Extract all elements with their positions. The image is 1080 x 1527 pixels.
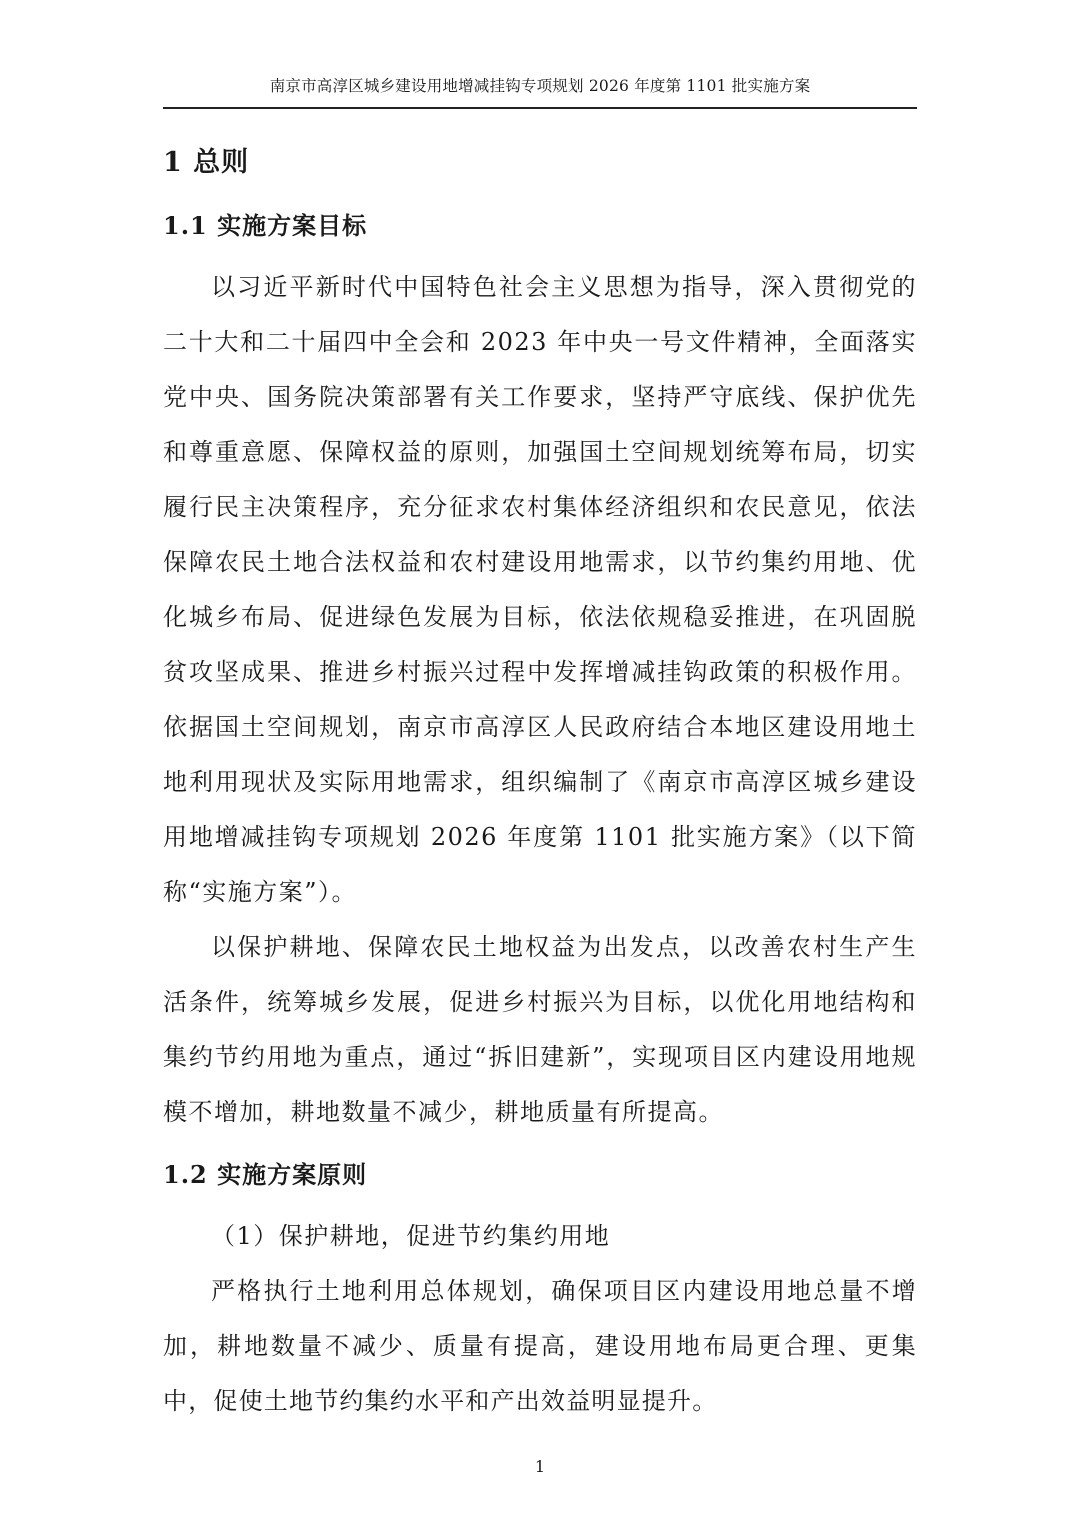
page-number: 1 — [534, 1457, 546, 1476]
paragraph-principle-1: 严格执行土地利用总体规划，确保项目区内建设用地总量不增加，耕地数量不减少、质量有提高，建设用地布局更合理、更集中，促使土地节约集约水平和产出效益明显提升。 — [163, 1277, 917, 1415]
document-body — [163, 135, 917, 1429]
section-heading-1-1: 1.1 实施方案目标 — [163, 211, 368, 240]
paragraph-goal-2: 以保护耕地、保障农民土地权益为出发点，以改善农村生产生活条件，统筹城乡发展，促进乡村振兴为目标，以优化用地结构和集约节约用地为重点，通过“拆旧建新”，实现项目区内建设用地规模不增加，耕地数量不减少，耕地质量有所提高。 — [163, 933, 917, 1126]
principle-item-1: （1）保护耕地，促进节约集约用地 — [211, 1222, 611, 1250]
section-heading-1-2: 1.2 实施方案原则 — [163, 1160, 368, 1189]
header-divider — [163, 107, 917, 109]
paragraph-goal-1: 以习近平新时代中国特色社会主义思想为指导，深入贯彻党的二十大和二十届四中全会和 2023 年中央一号文件精神，全面落实党中央、国务院决策部署有关工作要求，坚持严守底线、保护优先和尊重意愿、保障权益的原则，加强国土空间规划统筹布局，切实履行民主决策程序，充分征求农村集体经济组织和农民意见，依法保障农民土地合法权益和农村建设用地需求，以节约集约用地、优化城乡布局、促进绿色发展为目标，依法依规稳妥推进，在巩固脱贫攻坚成果、推进乡村振兴过程中发挥增减挂钩政策的积极作用。依据国土空间规划，南京市高淳区人民政府结合本地区建设用地土地利用现状及实际用地需求，组织编制了《南京市高淳区城乡建设用地增减挂钩专项规划 2026 年度第 1101 批实施方案》（以下简称“实施方案”）。 — [163, 273, 917, 906]
chapter-title: 1 总则 — [163, 147, 250, 178]
running-header: 南京市高淳区城乡建设用地增减挂钩专项规划 2026 年度第 1101 批实施方案 — [269, 77, 811, 95]
